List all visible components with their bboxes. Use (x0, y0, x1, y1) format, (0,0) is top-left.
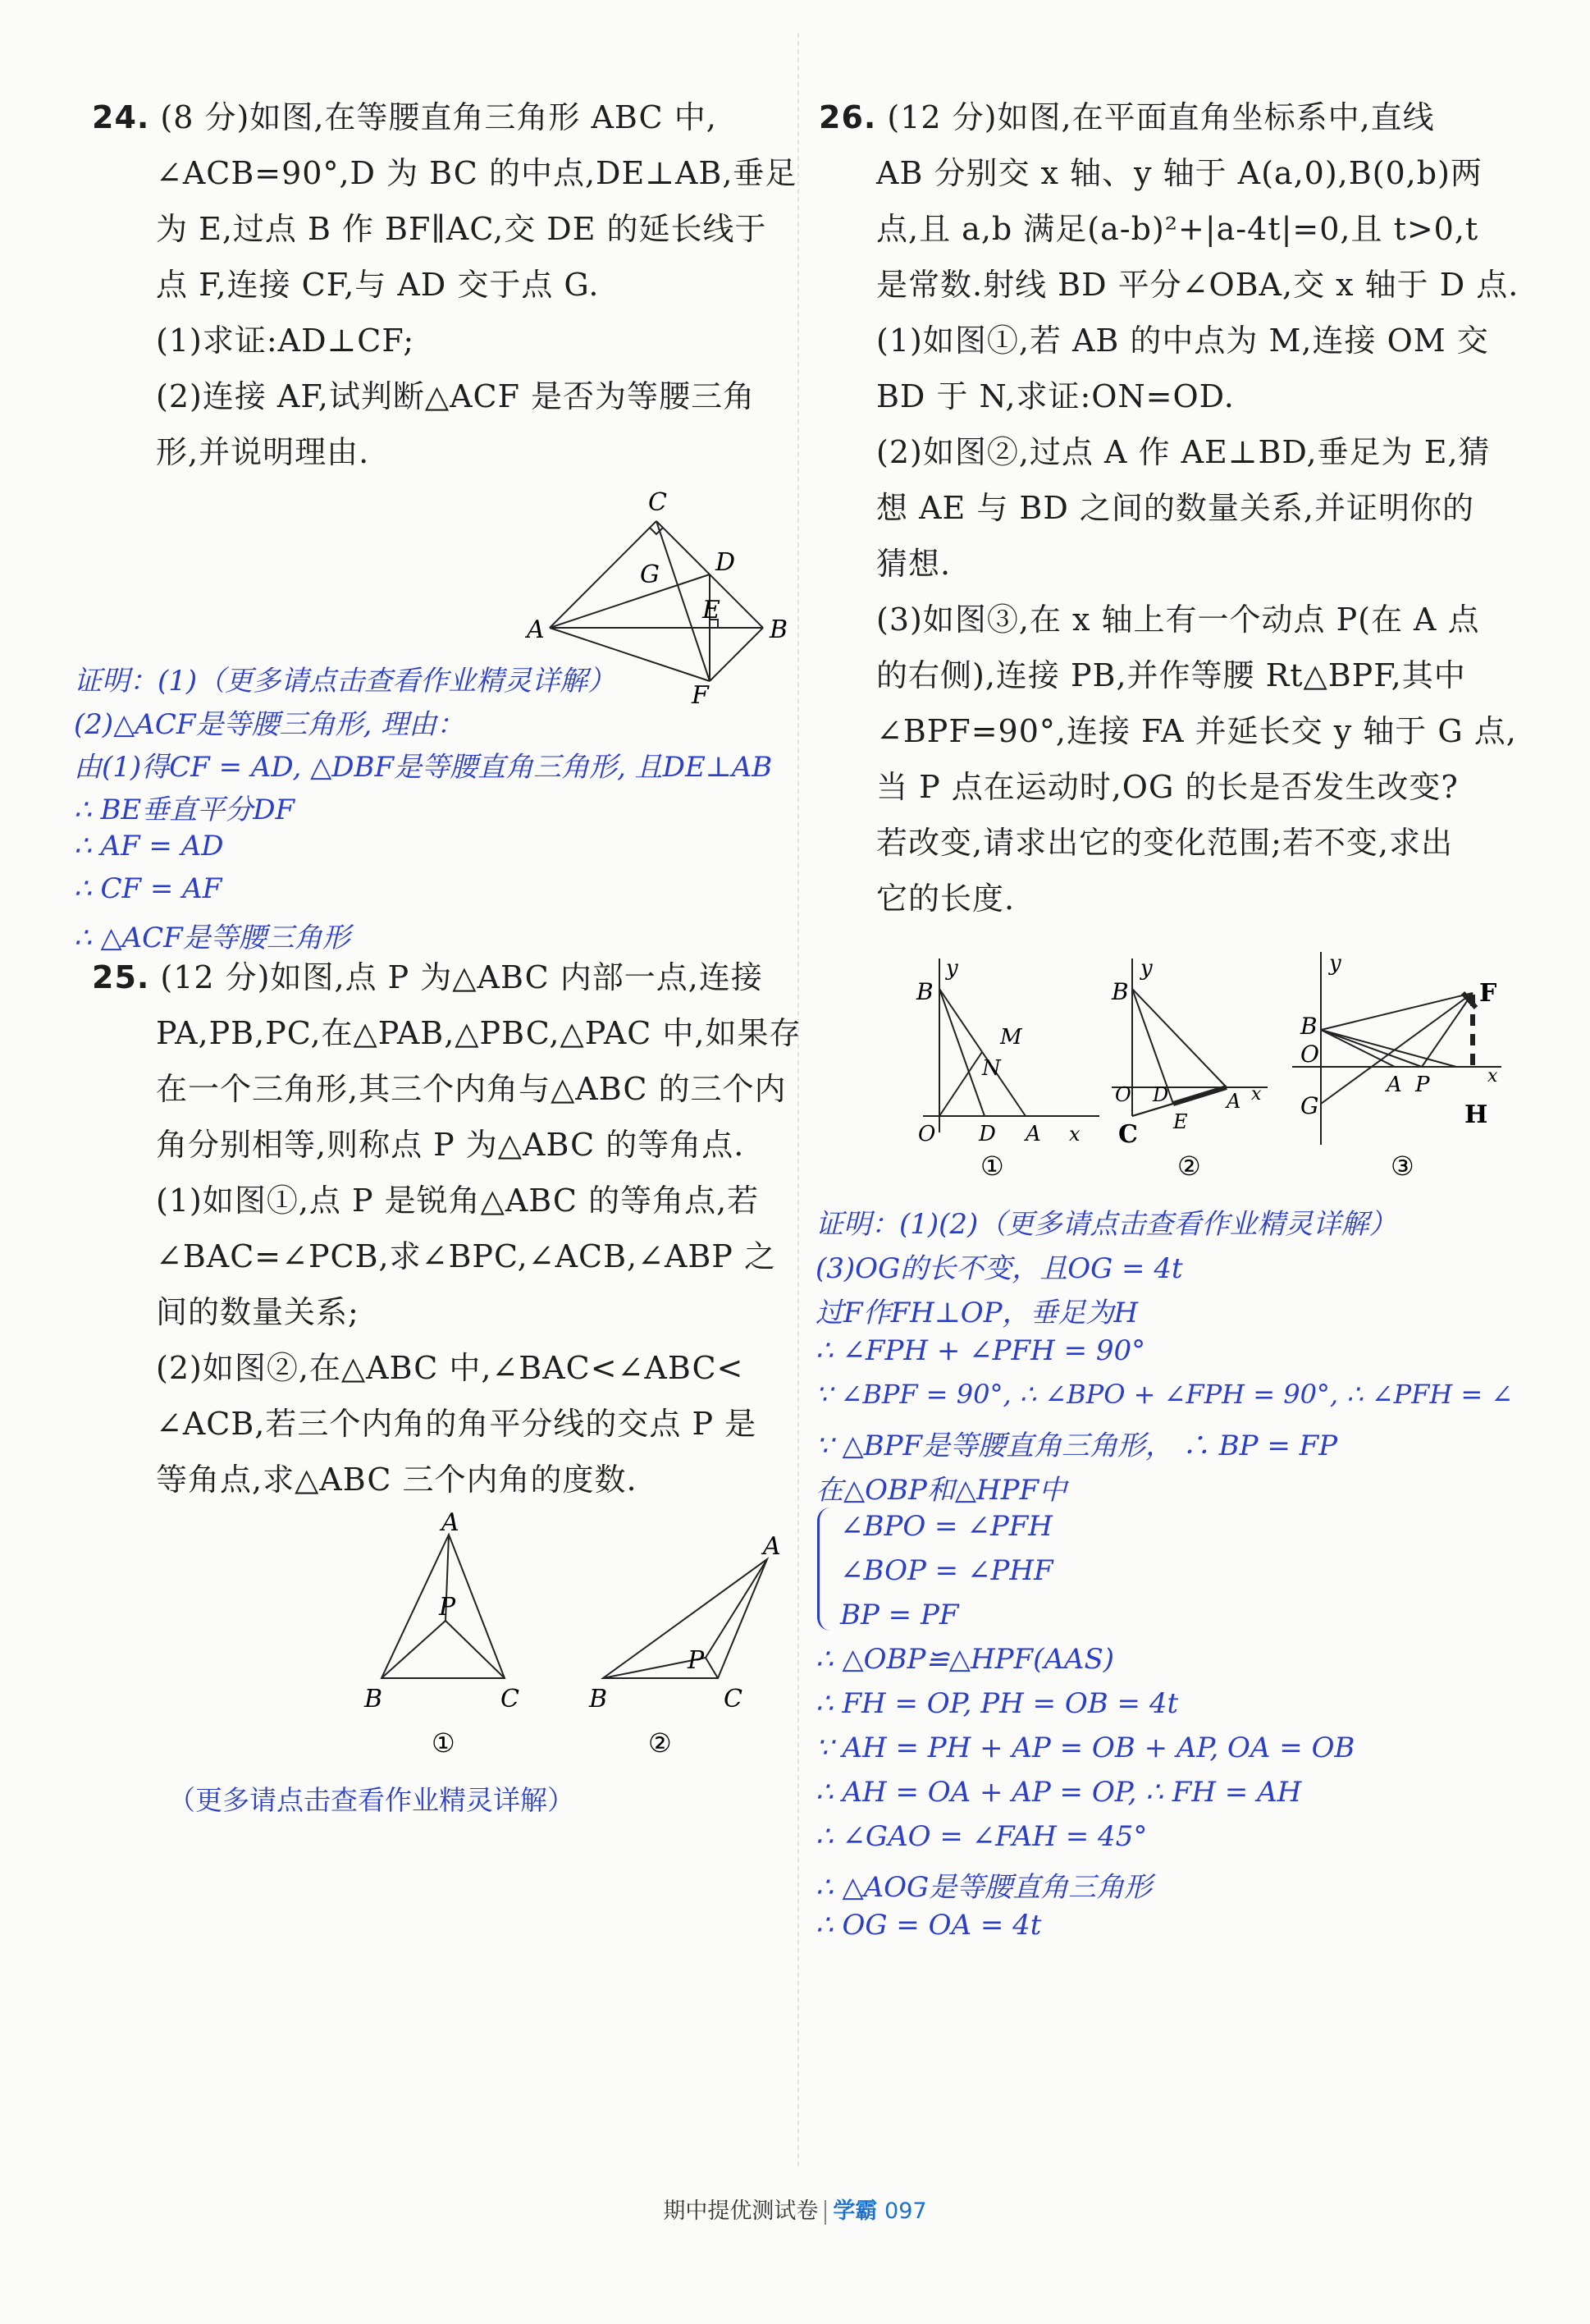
q26-line: (2)如图②,过点 A 作 AE⊥BD,垂足为 E,猜 (876, 434, 1491, 470)
q26-figure-3 (1284, 944, 1514, 1182)
q26-line: 当 P 点在运动时,OG 的长是否发生改变? (876, 769, 1459, 805)
q26-answer-line: (3)OG的长不变，且OG = 4t (816, 1252, 1183, 1285)
q26-caption-3: ③ (1391, 1151, 1414, 1182)
q26-answer-line: ∴ ∠GAO = ∠FAH = 45° (816, 1820, 1148, 1853)
footer-separator (825, 2200, 826, 2225)
q26-f1-label-M: M (1000, 1025, 1022, 1050)
q26-answer-link[interactable]: 证明：(1)(2)（更多请点击查看作业精灵详解） (816, 1208, 1397, 1241)
q25-line: 角分别相等,则称点 P 为△ABC 的等角点. (156, 1127, 745, 1163)
q25-caption-1: ① (432, 1727, 455, 1759)
q25-line: 在一个三角形,其三个内角与△ABC 的三个内 (156, 1071, 787, 1107)
q25-line: ∠ACB,若三个内角的角平分线的交点 P 是 (156, 1406, 757, 1442)
q26-answer-line: ∴ △AOG是等腰直角三角形 (816, 1871, 1153, 1904)
q26-line: 它的长度. (876, 881, 1016, 917)
q25-fig2-label-A: A (763, 1532, 781, 1561)
q25-fig2-label-C: C (724, 1685, 742, 1713)
q26-f3-label-F: F (1479, 979, 1497, 1008)
q25-line: (12 分)如图,点 P 为△ABC 内部一点,连接 (160, 959, 763, 995)
q24-line: (2)连接 AF,试判断△ACF 是否为等腰三角 (156, 378, 756, 414)
q26-answer-line: ∵ AH = PH + AP = OB + AP, OA = OB (816, 1732, 1355, 1764)
q25-fig2-label-B: B (589, 1685, 608, 1713)
q26-f1-label-A: A (1026, 1122, 1041, 1146)
q26-answer-line: 过F作FH⊥OP，垂足为H (816, 1297, 1139, 1329)
q26-line: AB 分别交 x 轴、y 轴于 A(a,0),B(0,b)两 (876, 155, 1483, 191)
q26-caption-1: ① (980, 1151, 1004, 1182)
q24-line: (8 分)如图,在等腰直角三角形 ABC 中, (160, 99, 717, 135)
q26-line: (12 分)如图,在平面直角坐标系中,直线 (887, 99, 1435, 135)
q26-f1-label-y: y (946, 956, 958, 981)
q24-answer-line: ∴ AF = AD (74, 830, 224, 862)
q24-line: 为 E,过点 B 作 BF∥AC,交 DE 的延长线于 (156, 211, 767, 247)
q24-line: 形,并说明理由. (156, 434, 370, 470)
q26-answer-line: ∴ ∠FPH + ∠PFH = 90° (816, 1334, 1146, 1367)
q26-answer-line: ∴ △OBP≌△HPF(AAS) (816, 1643, 1115, 1676)
q25-fig2-label-P: P (688, 1646, 705, 1675)
q26-f2-label-E: E (1173, 1110, 1188, 1133)
page-number: 097 (884, 2198, 927, 2224)
q25-line: (1)如图①,点 P 是锐角△ABC 的等角点,若 (156, 1183, 760, 1219)
q26-brace-line: ∠BOP = ∠PHF (840, 1554, 1053, 1587)
q26-f2-label-C: C (1118, 1120, 1138, 1149)
q26-line: 点,且 a,b 满足(a-b)²+|a-4t|=0,且 t>0,t (876, 211, 1479, 247)
q26-f2-label-x: x (1251, 1084, 1262, 1105)
q26-answer-line: ∵ △BPF是等腰直角三角形， ∴ BP = FP (816, 1430, 1338, 1462)
column-divider (797, 33, 799, 2166)
q26-line: 想 AE 与 BD 之间的数量关系,并证明你的 (876, 490, 1474, 526)
q26-line: ∠BPF=90°,连接 FA 并延长交 y 轴于 G 点, (876, 713, 1517, 749)
q26-f2-label-D: D (1153, 1083, 1169, 1106)
q26-number: 26. (819, 99, 877, 135)
q25-detail-link[interactable]: （更多请点击查看作业精灵详解） (168, 1784, 574, 1816)
q24-label-E: E (702, 596, 720, 624)
q26-f3-label-H: H (1464, 1100, 1488, 1129)
q25-number: 25. (92, 959, 150, 995)
q26-f1-label-O: O (918, 1122, 936, 1146)
q24-answer-line: ∴ CF = AF (74, 872, 222, 905)
footer-title: 期中提优测试卷 (663, 2198, 819, 2224)
answer-brace (817, 1507, 834, 1631)
q26-line: (1)如图①,若 AB 的中点为 M,连接 OM 交 (876, 323, 1489, 359)
q25-line: PA,PB,PC,在△PAB,△PBC,△PAC 中,如果存 (156, 1015, 802, 1051)
q24-label-D: D (715, 548, 736, 577)
q26-line: 猜想. (876, 546, 952, 582)
q24-answer-line: ∴ BE垂直平分DF (74, 794, 295, 826)
q24-label-C: C (648, 488, 667, 517)
q24-number: 24. (92, 99, 150, 135)
q25-fig1-label-A: A (441, 1510, 459, 1537)
q25-caption-2: ② (648, 1727, 672, 1759)
q24-answer-line: (2)△ACF是等腰三角形, 理由： (74, 708, 465, 741)
q26-line: 的右侧),连接 PB,并作等腰 Rt△BPF,其中 (876, 657, 1466, 693)
q26-f3-label-G: G (1300, 1092, 1319, 1119)
q24-label-F: F (692, 681, 709, 706)
q26-f2-label-y: y (1140, 956, 1153, 981)
q24-line: (1)求证:AD⊥CF; (156, 323, 415, 359)
q25-figures (353, 1510, 804, 1764)
q26-f3-label-y: y (1329, 951, 1341, 976)
q26-f3-label-B: B (1300, 1013, 1318, 1040)
q26-f3-label-O: O (1300, 1041, 1319, 1068)
q26-f1-label-x: x (1069, 1123, 1081, 1146)
q25-fig1-label-C: C (500, 1685, 519, 1713)
q25-line: 等角点,求△ABC 三个内角的度数. (156, 1462, 637, 1498)
q26-f2-label-B: B (1112, 978, 1129, 1005)
q24-answer-line: 由(1)得CF = AD, △DBF是等腰直角三角形, 且DE⊥AB (74, 751, 773, 784)
q25-line: (2)如图②,在△ABC 中,∠BAC<∠ABC< (156, 1350, 744, 1386)
q24-line: ∠ACB=90°,D 为 BC 的中点,DE⊥AB,垂足 (156, 155, 797, 191)
q26-f1-label-B: B (916, 978, 934, 1005)
q26-f2-label-O: O (1115, 1083, 1131, 1106)
q25-fig1-label-P: P (439, 1593, 456, 1622)
q26-f1-label-N: N (982, 1056, 1001, 1081)
q25-line: 间的数量关系; (156, 1294, 359, 1330)
q26-f2-label-A: A (1227, 1090, 1241, 1113)
q26-line: (3)如图③,在 x 轴上有一个动点 P(在 A 点 (876, 602, 1480, 638)
footer-brand: 学霸 (833, 2198, 878, 2224)
q26-answer-line: ∴ FH = OP, PH = OB = 4t (816, 1687, 1179, 1720)
q25-line: ∠BAC=∠PCB,求∠BPC,∠ACB,∠ABP 之 (156, 1238, 776, 1274)
q26-answer-line: ∴ OG = OA = 4t (816, 1909, 1042, 1942)
q26-brace-line: BP = PF (840, 1599, 959, 1631)
q26-figure-1 (907, 952, 1103, 1182)
q26-answer-line: ∵ ∠BPF = 90°, ∴ ∠BPO + ∠FPH = 90°, ∴ ∠PFH = ∠ (816, 1379, 1514, 1410)
q26-answer-line: 在△OBP和△HPF中 (816, 1474, 1067, 1507)
q26-brace-line: ∠BPO = ∠PFH (840, 1510, 1053, 1543)
q26-figure-2 (1103, 952, 1268, 1182)
q26-answer-line: ∴ AH = OA + AP = OP, ∴ FH = AH (816, 1776, 1302, 1809)
q24-label-B: B (770, 615, 788, 644)
q26-line: BD 于 N,求证:ON=OD. (876, 378, 1235, 414)
q26-f1-label-D: D (979, 1122, 996, 1146)
q26-line: 若改变,请求出它的变化范围;若不变,求出 (876, 825, 1453, 861)
q24-answer-line: ∴ △ACF是等腰三角形 (74, 922, 350, 954)
q26-line: 是常数.射线 BD 平分∠OBA,交 x 轴于 D 点. (876, 267, 1519, 303)
q25-fig1-label-B: B (364, 1685, 383, 1713)
q24-label-G: G (640, 560, 660, 589)
q24-answer-link[interactable]: 证明：(1)（更多请点击查看作业精灵详解） (74, 665, 616, 698)
q26-f3-label-A: A (1387, 1073, 1402, 1097)
q26-f3-label-P: P (1415, 1073, 1430, 1097)
q26-f3-label-x: x (1487, 1066, 1498, 1087)
q24-line: 点 F,连接 CF,与 AD 交于点 G. (156, 267, 600, 303)
q24-label-A: A (527, 615, 545, 644)
page-footer (0, 2193, 1590, 2225)
q26-caption-2: ② (1177, 1151, 1201, 1182)
